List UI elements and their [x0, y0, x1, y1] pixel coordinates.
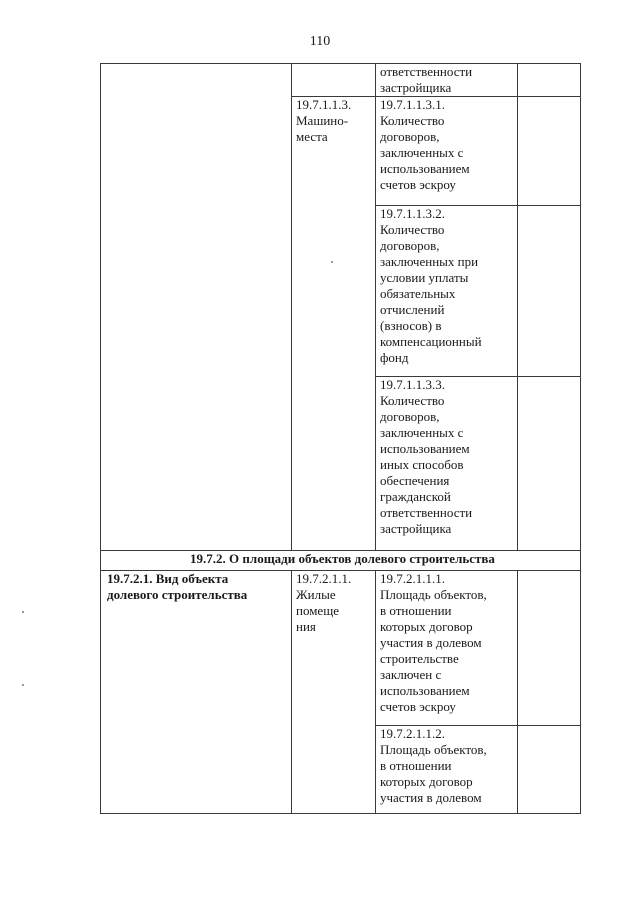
section-row [101, 551, 581, 571]
indicator-line: иных способов [380, 457, 464, 472]
code-line: ния [296, 619, 316, 634]
indicator-line: строительстве [380, 651, 459, 666]
indicator-line: договоров, [380, 129, 440, 144]
indicator-line: фонд [380, 350, 409, 365]
page-number: 110 [309, 34, 331, 49]
indicator-line: в отношении [380, 603, 452, 618]
indicator-line: Площадь объектов, [380, 742, 487, 757]
indicator-line: заключенных при [380, 254, 479, 269]
value-cell [518, 726, 581, 814]
indicator-line: гражданской [380, 489, 451, 504]
indicator-line: использованием [380, 683, 470, 698]
indicator-line: 19.7.2.1.1.1. [380, 571, 445, 586]
scan-speck [22, 611, 24, 613]
code-cell [292, 571, 376, 814]
indicator-line: Количество [380, 393, 445, 408]
value-cell [518, 97, 581, 206]
indicator-line: условии уплаты [380, 270, 469, 285]
indicator-line: участия в долевом [380, 790, 482, 805]
code-line: 19.7.1.1.3. [296, 97, 352, 112]
code-line: Жилые [296, 587, 336, 602]
indicator-line: заключенных с [380, 145, 464, 160]
code-line: 19.7.2.1.1. [296, 571, 352, 586]
indicator-cell [376, 377, 518, 551]
kind-cell-empty [101, 64, 292, 551]
code-cell [292, 97, 376, 551]
indicator-line: Количество [380, 113, 445, 128]
value-cell [518, 64, 581, 97]
indicator-line: использованием [380, 161, 470, 176]
scan-speck [331, 261, 333, 263]
indicator-line: ответственности [380, 505, 473, 520]
indicator-line: 19.7.1.1.3.2. [380, 206, 445, 221]
scan-speck [22, 684, 24, 686]
indicator-cell [376, 726, 518, 814]
indicator-cell [376, 571, 518, 726]
indicator-line: Количество [380, 222, 445, 237]
indicator-cell [376, 97, 518, 206]
indicator-line: Площадь объектов, [380, 587, 487, 602]
table-row [101, 64, 581, 97]
indicator-line: которых договор [380, 774, 473, 789]
table-row [101, 571, 581, 726]
indicator-line: счетов эскроу [380, 177, 456, 192]
value-cell [518, 377, 581, 551]
value-cell [518, 571, 581, 726]
indicator-line: заключен с [380, 667, 442, 682]
kind-cell [101, 571, 292, 814]
indicator-line: договоров, [380, 409, 440, 424]
indicator-line: заключенных с [380, 425, 464, 440]
code-line: помеще [296, 603, 339, 618]
indicator-line: 19.7.2.1.1.2. [380, 726, 445, 741]
indicator-line: компенсационный [380, 334, 482, 349]
indicator-line: в отношении [380, 758, 452, 773]
code-line: Машино- [296, 113, 349, 128]
value-cell [518, 206, 581, 377]
indicator-line: 19.7.1.1.3.3. [380, 377, 445, 392]
indicator-line: застройщика [380, 80, 452, 95]
code-cell-empty [292, 64, 376, 97]
kind-line: 19.7.2.1. Вид объекта [107, 571, 229, 586]
indicator-line: участия в долевом [380, 635, 482, 650]
indicator-line: счетов эскроу [380, 699, 456, 714]
indicator-line: застройщика [380, 521, 452, 536]
indicator-line: (взносов) в [380, 318, 442, 333]
indicator-cell [376, 206, 518, 377]
indicator-line: 19.7.1.1.3.1. [380, 97, 445, 112]
indicator-line: отчислений [380, 302, 445, 317]
indicator-table [100, 63, 581, 814]
section-heading: 19.7.2. О площади объектов долевого строительства [101, 551, 581, 571]
indicator-line: обеспечения [380, 473, 450, 488]
indicator-cell [376, 64, 518, 97]
code-line: места [296, 129, 328, 144]
kind-line: долевого строительства [107, 587, 248, 602]
indicator-line: договоров, [380, 238, 440, 253]
indicator-line: ответственности [380, 64, 473, 79]
indicator-line: обязательных [380, 286, 456, 301]
indicator-line: которых договор [380, 619, 473, 634]
indicator-line: использованием [380, 441, 470, 456]
